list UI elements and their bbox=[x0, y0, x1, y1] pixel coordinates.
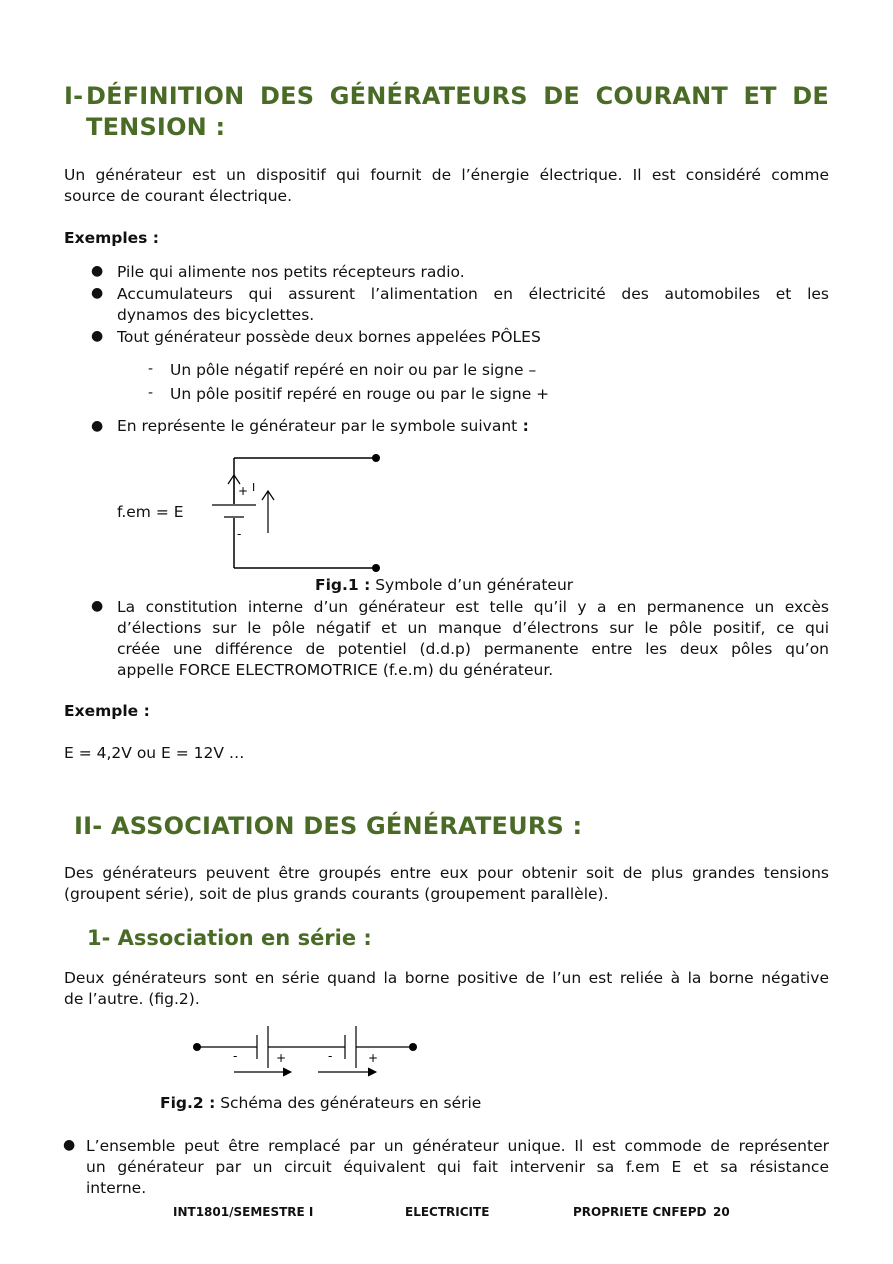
section2-intro-line2: (groupent série), soit de plus grands courants (groupement parallèle). bbox=[64, 885, 609, 903]
bullet-item: Accumulateurs qui assurent l’alimentation en électricité des automobiles et les bbox=[117, 285, 829, 303]
symbol-colon: : bbox=[517, 417, 529, 435]
section1-intro-line1: Un générateur est un dispositif qui fournit de l’énergie électrique. Il est considéré comme bbox=[64, 166, 829, 184]
constitution-line: La constitution interne d’un générateur est telle qu’il y a en permanence un excès bbox=[117, 598, 829, 616]
bullet-icon: ● bbox=[91, 328, 104, 344]
symbol-text: En représente le générateur par le symbole suivant bbox=[117, 417, 518, 435]
section1-number: I- bbox=[64, 82, 84, 110]
series-text-line1: Deux générateurs sont en série quand la borne positive de l’un est reliée à la borne négative bbox=[64, 969, 829, 987]
section1-title-line1: DÉFINITION DES GÉNÉRATEURS DE COURANT ET DE bbox=[86, 82, 829, 110]
section2-intro-line1: Des générateurs peuvent être groupés entre eux pour obtenir soit de plus grandes tensions bbox=[64, 864, 829, 882]
section1-intro-line2: source de courant électrique. bbox=[64, 187, 293, 205]
plus-sign: + bbox=[276, 1051, 287, 1065]
bullet-icon: ● bbox=[91, 418, 104, 434]
section1-title-line2: TENSION : bbox=[86, 113, 226, 141]
section2-title: II- ASSOCIATION DES GÉNÉRATEURS : bbox=[74, 812, 583, 840]
bullet-icon: ● bbox=[91, 263, 104, 279]
examples-label: Exemples : bbox=[64, 229, 159, 247]
bullet-icon: ● bbox=[91, 285, 104, 301]
footer-owner: PROPRIETE CNFEPD bbox=[573, 1205, 707, 1219]
footer-code: INT1801/SEMESTRE I bbox=[173, 1205, 314, 1219]
constitution-line: d’élections sur le pôle négatif et un manque d’électrons sur le pôle positif, ce qui bbox=[117, 619, 829, 637]
dash-icon: - bbox=[148, 385, 154, 401]
current-label: I bbox=[252, 481, 256, 494]
constitution-line: appelle FORCE ELECTROMOTRICE (f.e.m) du générateur. bbox=[117, 661, 554, 679]
bullet-item-continued: dynamos des bicyclettes. bbox=[117, 306, 315, 324]
page-number: 20 bbox=[713, 1205, 730, 1219]
equivalent-line: L’ensemble peut être remplacé par un générateur unique. Il est commode de représenter bbox=[86, 1137, 829, 1155]
bullet-item: Tout générateur possède deux bornes appelées PÔLES bbox=[117, 328, 541, 346]
constitution-line: créée une différence de potentiel (d.d.p) permanente entre les deux pôles qu’on bbox=[117, 640, 829, 658]
bullet-icon: ● bbox=[91, 598, 104, 614]
equivalent-line: un générateur par un circuit équivalent qui fait intervenir sa f.em E et sa résistance bbox=[86, 1158, 829, 1176]
minus-sign: - bbox=[237, 527, 242, 541]
fig1-caption-text: Symbole d’un générateur bbox=[370, 576, 574, 594]
footer-subject: ELECTRICITE bbox=[405, 1205, 490, 1219]
generator-symbol-diagram bbox=[200, 448, 400, 578]
series-generators-diagram bbox=[188, 1018, 423, 1080]
example-value: E = 4,2V ou E = 12V … bbox=[64, 744, 245, 762]
dash-icon: - bbox=[148, 361, 154, 377]
dash-item: Un pôle positif repéré en rouge ou par le signe + bbox=[170, 385, 550, 403]
fig2-caption-label: Fig.2 : bbox=[160, 1094, 216, 1112]
dash-item: Un pôle négatif repéré en noir ou par le signe – bbox=[170, 361, 537, 379]
fig1-caption bbox=[315, 575, 573, 596]
bullet-item: Pile qui alimente nos petits récepteurs radio. bbox=[117, 263, 465, 281]
plus-sign: + bbox=[238, 484, 249, 498]
series-text-line2: de l’autre. (fig.2). bbox=[64, 990, 200, 1008]
series-subtitle: 1- Association en série : bbox=[87, 926, 372, 950]
bullet-icon: ● bbox=[63, 1137, 76, 1153]
minus-sign: - bbox=[328, 1049, 333, 1063]
minus-sign: - bbox=[233, 1049, 238, 1063]
fig1-caption-label: Fig.1 : bbox=[315, 576, 371, 594]
equivalent-line: interne. bbox=[86, 1179, 147, 1197]
fig2-caption bbox=[160, 1093, 481, 1114]
example-label: Exemple : bbox=[64, 702, 150, 720]
plus-sign: + bbox=[368, 1051, 379, 1065]
bullet-item-symbol bbox=[117, 416, 529, 437]
fig2-caption-text: Schéma des générateurs en série bbox=[215, 1094, 482, 1112]
fem-label: f.em = E bbox=[117, 503, 184, 521]
